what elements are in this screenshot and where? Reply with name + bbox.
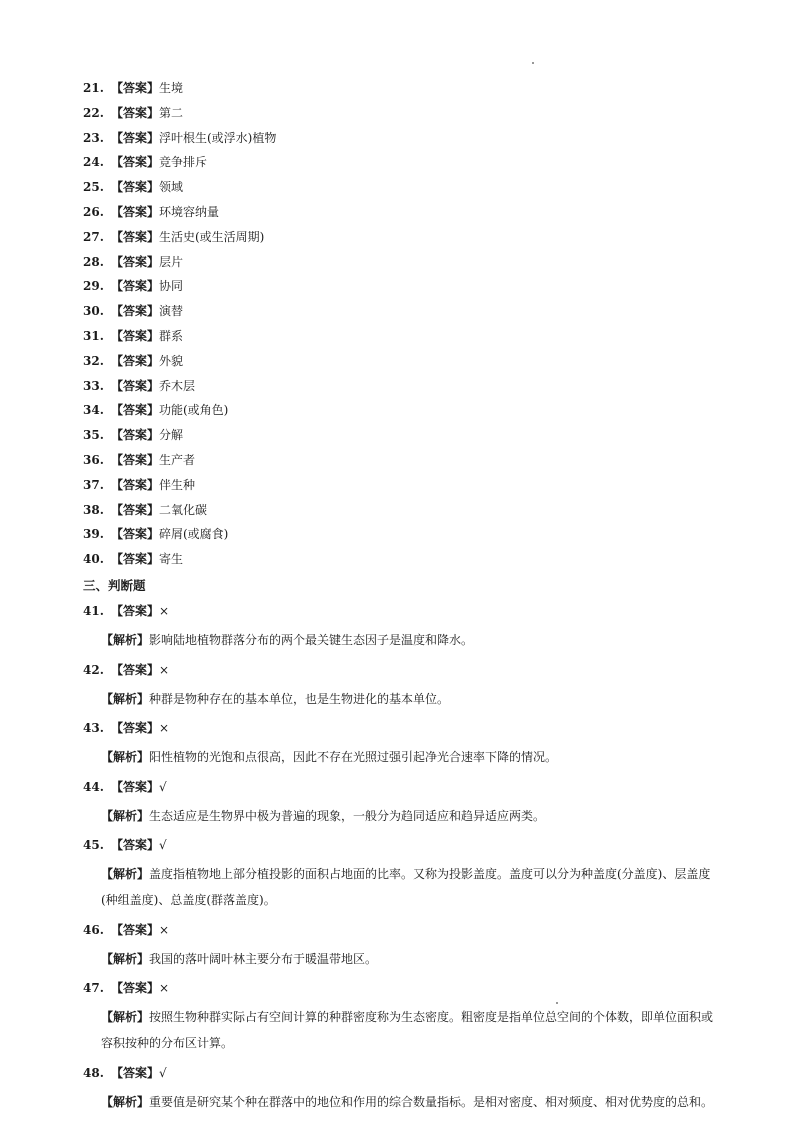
answer-row — [83, 402, 276, 427]
explanation — [83, 1089, 723, 1115]
question-number: 27. — [83, 229, 104, 244]
answer-text: 乔木层 — [159, 378, 196, 393]
question-number: 46. — [83, 922, 104, 937]
answer-tag: 【答案】 — [111, 502, 160, 517]
answer-tag: 【答案】 — [111, 981, 160, 995]
answer-row — [83, 254, 276, 279]
judgment-mark: × — [159, 662, 170, 677]
explanation-tag: 【解析】 — [101, 951, 150, 966]
answer-tag: 【答案】 — [111, 477, 160, 492]
answer-tag: 【答案】 — [111, 378, 160, 393]
question-number: 34. — [83, 403, 104, 418]
answer-row — [83, 105, 276, 130]
fill-in-answers-list — [83, 80, 276, 576]
explanation-tag: 【解析】 — [101, 750, 150, 764]
judgment-mark: √ — [159, 1065, 167, 1080]
judgment-item — [83, 1065, 723, 1115]
judgment-answer-line — [83, 603, 723, 619]
answer-tag: 【答案】 — [111, 180, 160, 195]
answer-tag: 【答案】 — [111, 527, 160, 542]
answer-row — [83, 278, 276, 303]
explanation-text: 重要值是研究某个种在群落中的地位和作用的综合数量指标。是相对密度、相对频度、相对优势度的总和。 — [149, 1094, 714, 1109]
answer-row — [83, 378, 276, 403]
explanation-tag: 【解析】 — [101, 867, 150, 881]
answer-tag: 【答案】 — [111, 721, 160, 735]
answer-text: 外貌 — [159, 353, 184, 368]
answer-text: 生境 — [159, 81, 184, 95]
judgment-mark: × — [159, 604, 170, 618]
question-number: 22. — [83, 105, 104, 120]
explanation-tag: 【解析】 — [101, 1010, 150, 1024]
answer-row — [83, 427, 276, 452]
answer-text: 伴生种 — [159, 477, 196, 492]
question-number: 24. — [83, 155, 104, 170]
question-number: 30. — [83, 304, 104, 319]
explanation-tag: 【解析】 — [101, 691, 150, 706]
answer-tag: 【答案】 — [111, 130, 160, 145]
explanation — [83, 946, 723, 972]
judgment-item — [83, 922, 723, 972]
answer-text: 碎屑(或腐食) — [159, 527, 229, 542]
judgment-answer-line — [83, 1065, 723, 1081]
judgment-answer-line — [83, 922, 723, 938]
answer-tag: 【答案】 — [111, 204, 160, 219]
answer-tag: 【答案】 — [111, 353, 160, 368]
answer-tag: 【答案】 — [111, 403, 160, 418]
judgment-item — [83, 980, 723, 1056]
answer-row — [83, 551, 276, 576]
scan-speck — [532, 62, 534, 64]
answer-tag: 【答案】 — [111, 662, 160, 677]
answer-tag: 【答案】 — [111, 428, 160, 443]
answer-row — [83, 80, 276, 105]
answer-text: 二氧化碳 — [159, 502, 208, 517]
answer-text: 环境容纳量 — [159, 204, 220, 219]
question-number: 23. — [83, 130, 104, 145]
answer-text: 生活史(或生活周期) — [159, 229, 265, 244]
answer-row — [83, 477, 276, 502]
judgment-mark: × — [159, 721, 170, 735]
question-number: 37. — [83, 477, 104, 492]
answer-tag: 【答案】 — [111, 105, 160, 120]
explanation-text: 我国的落叶阔叶林主要分布于暖温带地区。 — [149, 951, 378, 966]
judgment-mark: √ — [159, 838, 167, 852]
judgment-answer-line — [83, 720, 723, 736]
explanation-text: 阳性植物的光饱和点很高，因此不存在光照过强引起净光合速率下降的情况。 — [149, 750, 558, 764]
question-number: 21. — [83, 81, 104, 95]
answer-tag: 【答案】 — [111, 229, 160, 244]
question-number: 45. — [83, 838, 104, 852]
explanation-text: 按照生物种群实际占有空间计算的种群密度称为生态密度。粗密度是指单位总空间的个体数，即单位面积或容积按种的分布区计算。 — [101, 1010, 714, 1050]
judgment-answer-line — [83, 980, 723, 996]
judgment-mark: √ — [159, 779, 167, 794]
answer-text: 生产者 — [159, 452, 196, 467]
explanation-text: 种群是物种存在的基本单位，也是生物进化的基本单位。 — [149, 691, 450, 706]
question-number: 28. — [83, 254, 104, 269]
answer-tag: 【答案】 — [111, 254, 160, 269]
answer-text: 第二 — [159, 105, 184, 120]
answer-text: 功能(或角色) — [159, 403, 229, 418]
judgment-answers-list — [83, 603, 723, 1123]
answer-row — [83, 154, 276, 179]
explanation — [83, 744, 723, 770]
section-title: 三、判断题 — [83, 578, 146, 593]
question-number: 25. — [83, 180, 104, 195]
judgment-mark: × — [159, 981, 170, 995]
question-number: 35. — [83, 428, 104, 443]
question-number: 26. — [83, 204, 104, 219]
answer-text: 寄生 — [159, 552, 184, 567]
question-number: 36. — [83, 452, 104, 467]
judgment-answer-line — [83, 779, 723, 795]
answer-row — [83, 452, 276, 477]
question-number: 44. — [83, 779, 104, 794]
question-number: 47. — [83, 981, 104, 995]
explanation — [83, 803, 723, 829]
judgment-item — [83, 603, 723, 653]
answer-text: 领域 — [159, 180, 184, 195]
answer-row — [83, 353, 276, 378]
judgment-item — [83, 720, 723, 770]
answer-tag: 【答案】 — [111, 328, 160, 343]
explanation-tag: 【解析】 — [101, 808, 150, 823]
question-number: 29. — [83, 279, 104, 294]
answer-tag: 【答案】 — [111, 922, 160, 937]
answer-text: 群系 — [159, 328, 184, 343]
question-number: 41. — [83, 604, 104, 618]
judgment-mark: × — [159, 922, 170, 937]
answer-tag: 【答案】 — [111, 452, 160, 467]
explanation — [83, 861, 723, 913]
explanation-tag: 【解析】 — [101, 1094, 150, 1109]
answer-tag: 【答案】 — [111, 779, 160, 794]
question-number: 32. — [83, 353, 104, 368]
answer-row — [83, 328, 276, 353]
judgment-answer-line — [83, 662, 723, 678]
question-number: 42. — [83, 662, 104, 677]
judgment-item — [83, 662, 723, 712]
explanation — [83, 627, 723, 653]
judgment-item — [83, 837, 723, 913]
answer-tag: 【答案】 — [111, 604, 160, 618]
answer-tag: 【答案】 — [111, 838, 160, 852]
question-number: 39. — [83, 527, 104, 542]
answer-row — [83, 303, 276, 328]
question-number: 38. — [83, 502, 104, 517]
answer-row — [83, 130, 276, 155]
answer-tag: 【答案】 — [111, 155, 160, 170]
answer-tag: 【答案】 — [111, 279, 160, 294]
question-number: 48. — [83, 1065, 104, 1080]
answer-tag: 【答案】 — [111, 304, 160, 319]
answer-tag: 【答案】 — [111, 552, 160, 567]
judgment-item — [83, 779, 723, 829]
answer-row — [83, 502, 276, 527]
answer-row — [83, 179, 276, 204]
answer-text: 层片 — [159, 254, 184, 269]
answer-text: 演替 — [159, 304, 184, 319]
answer-text: 竞争排斥 — [159, 155, 208, 170]
judgment-answer-line — [83, 837, 723, 853]
answer-text: 浮叶根生(或浮水)植物 — [159, 130, 277, 145]
answer-text: 分解 — [159, 428, 184, 443]
explanation-text: 生态适应是生物界中极为普遍的现象，一般分为趋同适应和趋异适应两类。 — [149, 808, 546, 823]
explanation-text: 盖度指植物地上部分植投影的面积占地面的比率。又称为投影盖度。盖度可以分为种盖度(分盖度)、层盖度(种组盖度)、总盖度(群落盖度)。 — [101, 867, 711, 907]
question-number: 43. — [83, 721, 104, 735]
explanation-text: 影响陆地植物群落分布的两个最关键生态因子是温度和降水。 — [149, 633, 474, 647]
answer-tag: 【答案】 — [111, 81, 160, 95]
explanation — [83, 686, 723, 712]
question-number: 33. — [83, 378, 104, 393]
answer-row — [83, 229, 276, 254]
question-number: 40. — [83, 552, 104, 567]
answer-text: 协同 — [159, 279, 184, 294]
explanation — [83, 1004, 723, 1056]
answer-row — [83, 526, 276, 551]
question-number: 31. — [83, 328, 104, 343]
explanation-tag: 【解析】 — [101, 633, 150, 647]
answer-row — [83, 204, 276, 229]
answer-tag: 【答案】 — [111, 1065, 160, 1080]
